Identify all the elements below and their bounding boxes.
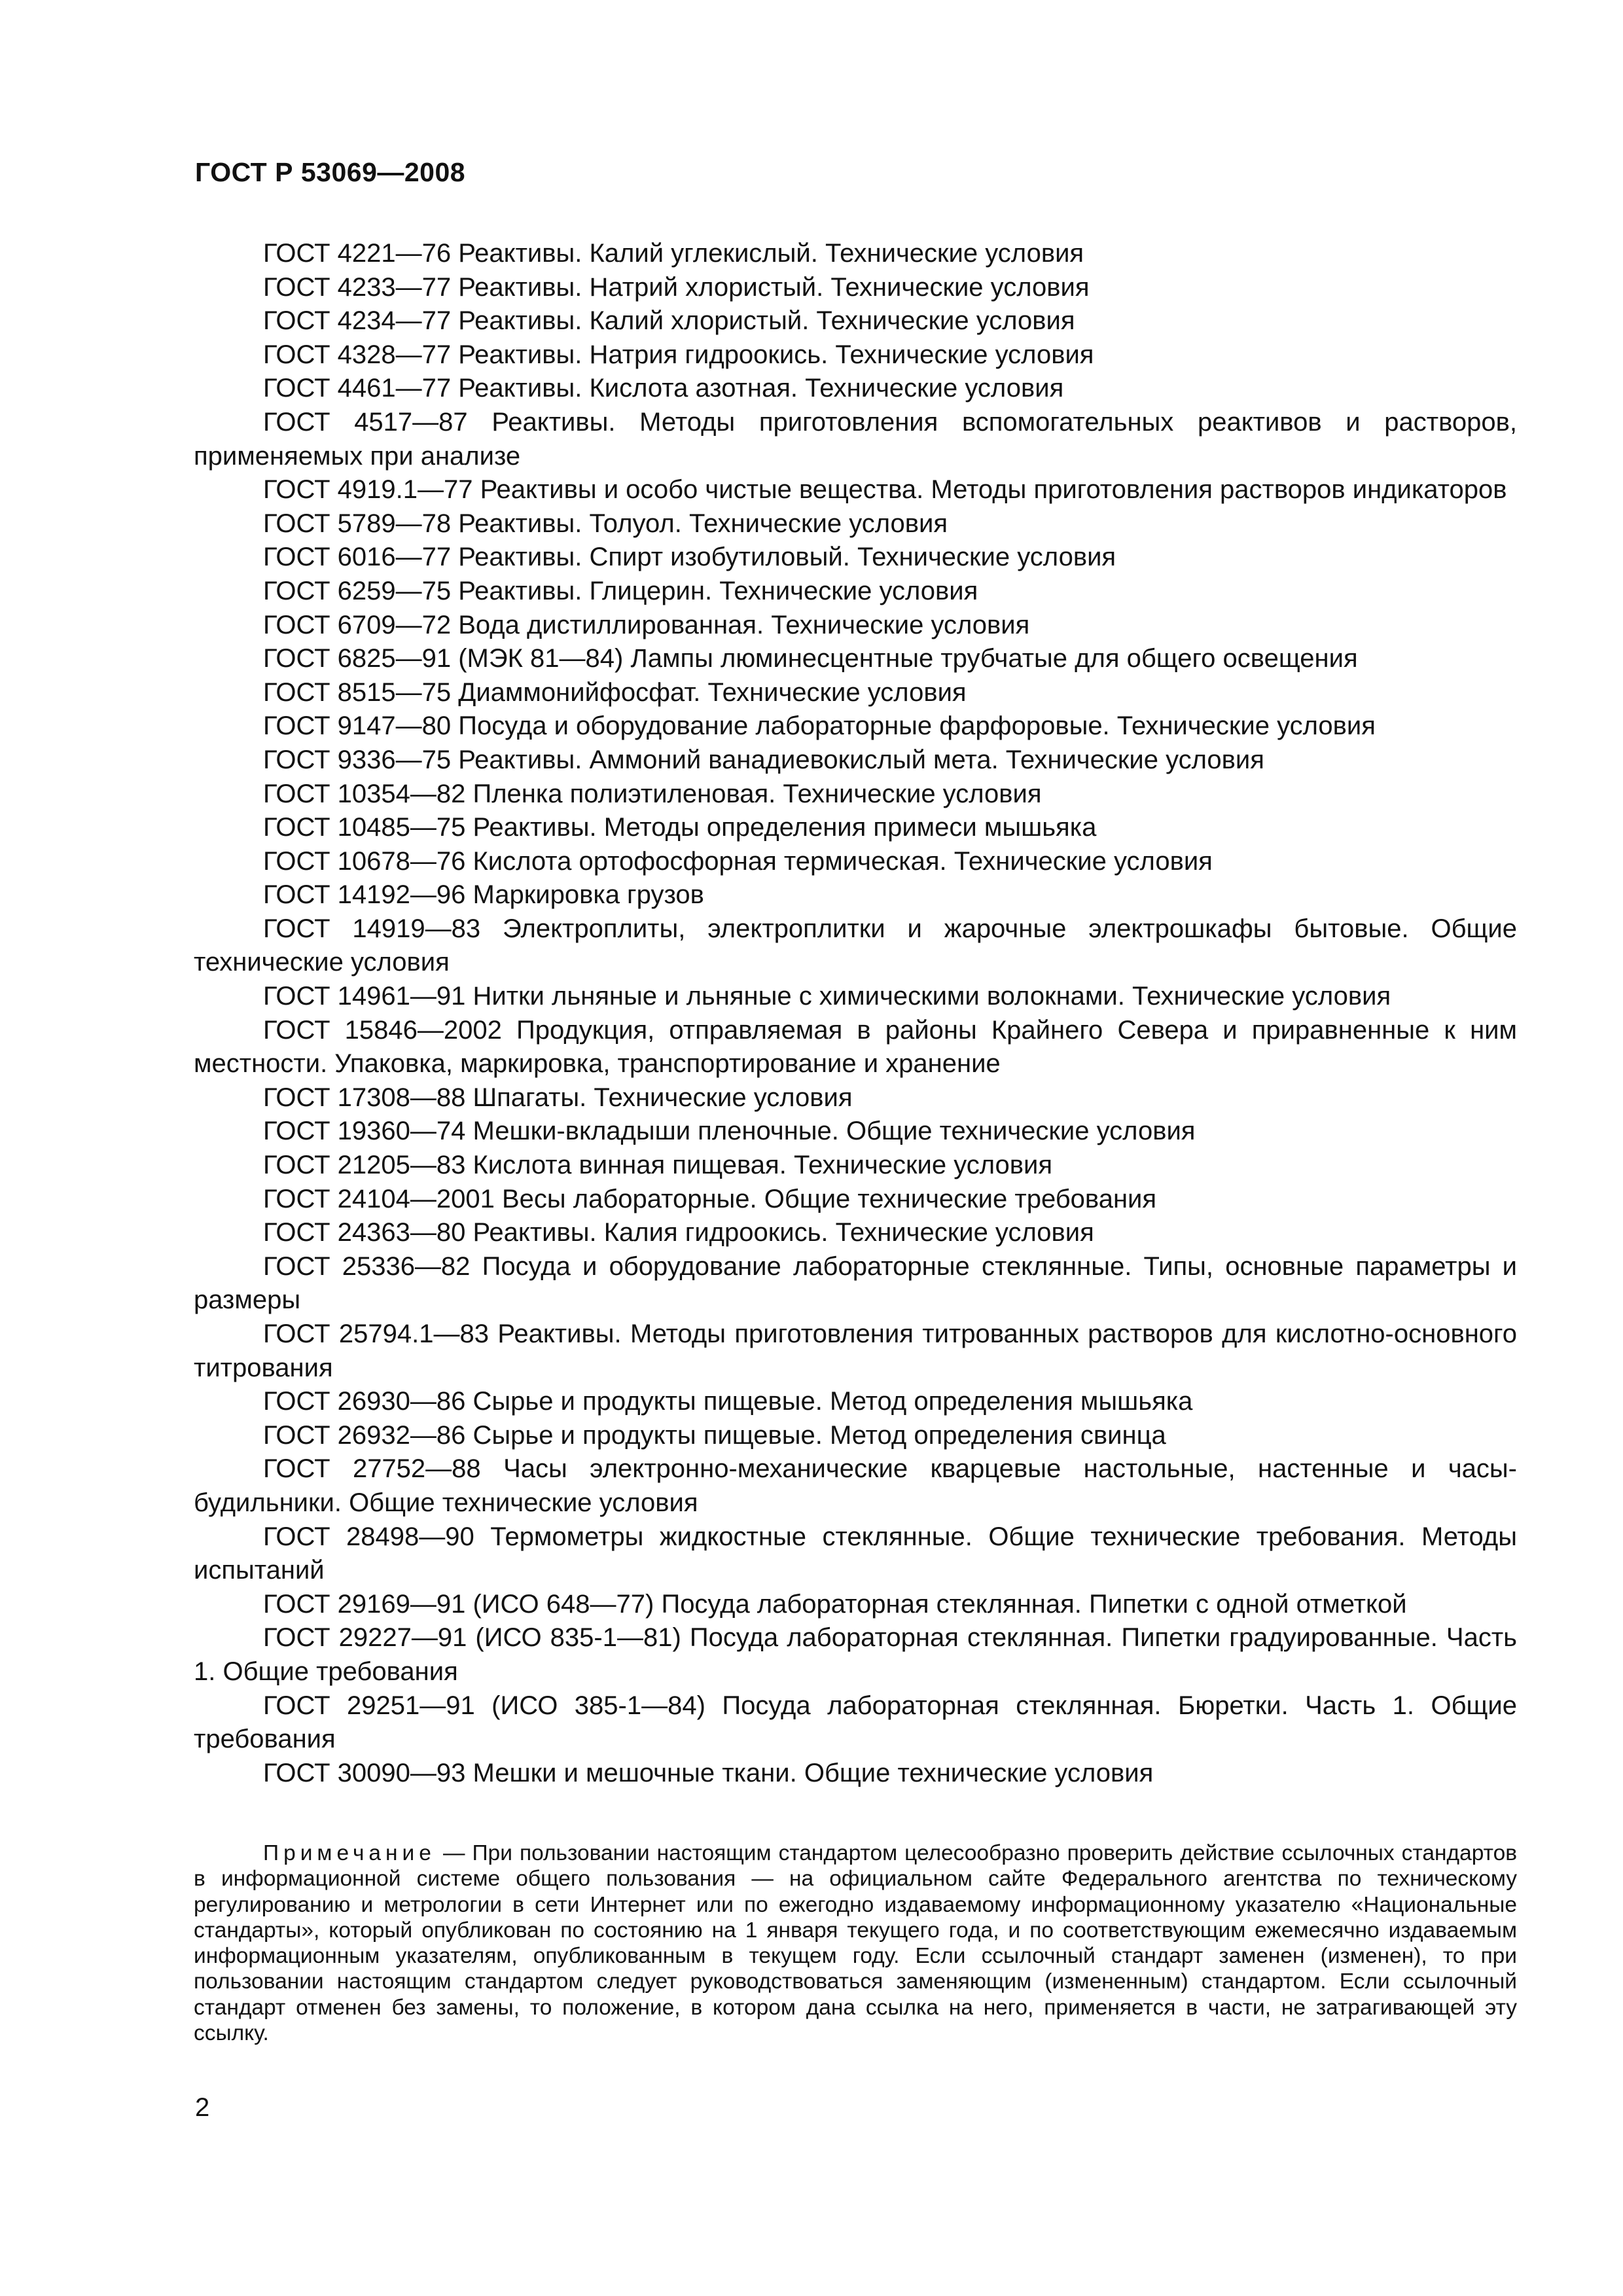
reference-item: ГОСТ 9147—80 Посуда и оборудование лабораторные фарфоровые. Технические условия — [263, 711, 1376, 741]
reference-item: ГОСТ 14961—91 Нитки льняные и льняные с химическими волокнами. Технические условия — [263, 982, 1391, 1011]
normative-references-list — [194, 237, 1517, 1790]
reference-item: ГОСТ 14192—96 Маркировка грузов — [263, 880, 704, 910]
reference-item: ГОСТ 4234—77 Реактивы. Калий хлористый. Технические условия — [263, 306, 1075, 336]
reference-item: ГОСТ 28498—90 Термометры жидкостные стеклянные. Общие технические требования. Методы испытаний — [194, 1522, 1517, 1585]
reference-item: ГОСТ 4328—77 Реактивы. Натрия гидроокись. Технические условия — [263, 340, 1094, 369]
page-number: 2 — [195, 2093, 210, 2122]
reference-item: ГОСТ 25794.1—83 Реактивы. Методы приготовления титрованных растворов для кислотно-основного титрования — [194, 1319, 1517, 1382]
reference-item: ГОСТ 9336—75 Реактивы. Аммоний ванадиевокислый мета. Технические условия — [263, 745, 1264, 774]
reference-item: ГОСТ 24363—80 Реактивы. Калия гидроокись. Технические условия — [263, 1218, 1094, 1247]
reference-item: ГОСТ 25336—82 Посуда и оборудование лабораторные стеклянные. Типы, основные параметры и размеры — [194, 1251, 1517, 1315]
reference-item: ГОСТ 17308—88 Шпагаты. Технические условия — [263, 1083, 853, 1112]
reference-item: ГОСТ 6825—91 (МЭК 81—84) Лампы люминесцентные трубчатые для общего освещения — [263, 644, 1358, 673]
reference-item: ГОСТ 4461—77 Реактивы. Кислота азотная. Технические условия — [263, 374, 1064, 403]
reference-item: ГОСТ 21205—83 Кислота винная пищевая. Технические условия — [263, 1151, 1053, 1180]
reference-item: ГОСТ 29251—91 (ИСО 385-1—84) Посуда лабораторная стеклянная. Бюретки. Часть 1. Общие требования — [194, 1691, 1517, 1754]
document-header: ГОСТ Р 53069—2008 — [195, 157, 466, 187]
reference-item: ГОСТ 10354—82 Пленка полиэтиленовая. Технические условия — [263, 779, 1042, 808]
reference-item: ГОСТ 6259—75 Реактивы. Глицерин. Технические условия — [263, 576, 978, 605]
reference-item: ГОСТ 10485—75 Реактивы. Методы определения примеси мышьяка — [263, 813, 1097, 842]
reference-item: ГОСТ 8515—75 Диаммонийфосфат. Технические условия — [263, 677, 967, 707]
reference-item: ГОСТ 10678—76 Кислота ортофосфорная термическая. Технические условия — [263, 846, 1213, 876]
reference-item: ГОСТ 4517—87 Реактивы. Методы приготовления вспомогательных реактивов и растворов, применяемых при анализе — [194, 407, 1517, 471]
reference-item: ГОСТ 4233—77 Реактивы. Натрий хлористый. Технические условия — [263, 272, 1090, 302]
reference-item: ГОСТ 4221—76 Реактивы. Калий углекислый. Технические условия — [263, 239, 1084, 268]
note-text: — При пользовании настоящим стандартом целесообразно проверить действие ссылочных стандартов в информационной системе общего пользования — на официальном сайте Федерального агентства по техническому регулированию и метрологии в сети Интернет или по ежегодно издаваемому информационному указателю «Национальные стандарты», который опубликован по состоянию на 1 января текущего года, и по соответствующим ежемесячно издаваемым информационным указателям, опубликованным в текущем году. Если ссылочный стандарт заменен (изменен), то при пользовании настоящим стандартом следует руководствоваться заменяющим (измененным) стандартом. Если ссылочный стандарт отменен без замены, то положение, в котором дана ссылка на него, применяется в части, не затрагивающей эту ссылку. — [194, 1841, 1517, 2046]
reference-item: ГОСТ 4919.1—77 Реактивы и особо чистые вещества. Методы приготовления растворов индикаторов — [263, 475, 1507, 505]
reference-item: ГОСТ 6016—77 Реактивы. Спирт изобутиловый. Технические условия — [263, 543, 1116, 572]
reference-item: ГОСТ 6709—72 Вода дистиллированная. Технические условия — [263, 610, 1030, 639]
reference-item: ГОСТ 19360—74 Мешки-вкладыши пленочные. Общие технические условия — [263, 1117, 1196, 1146]
reference-item: ГОСТ 14919—83 Электроплиты, электроплитки и жарочные электрошкафы бытовые. Общие технические условия — [194, 914, 1517, 977]
reference-item: ГОСТ 5789—78 Реактивы. Толуол. Технические условия — [263, 509, 948, 538]
reference-item: ГОСТ 29227—91 (ИСО 835-1—81) Посуда лабораторная стеклянная. Пипетки градуированные. Часть 1. Общие требования — [194, 1623, 1517, 1686]
reference-item: ГОСТ 26932—86 Сырье и продукты пищевые. Метод определения свинца — [263, 1420, 1166, 1450]
note-paragraph — [194, 1840, 1517, 2046]
reference-item: ГОСТ 27752—88 Часы электронно-механические кварцевые настольные, настенные и часы-будильники. Общие технические условия — [194, 1454, 1517, 1517]
reference-item: ГОСТ 29169—91 (ИСО 648—77) Посуда лабораторная стеклянная. Пипетки с одной отметкой — [263, 1589, 1407, 1619]
reference-item: ГОСТ 30090—93 Мешки и мешочные ткани. Общие технические условия — [263, 1758, 1154, 1787]
note-label: Примечание — [263, 1841, 436, 1865]
reference-item: ГОСТ 26930—86 Сырье и продукты пищевые. Метод определения мышьяка — [263, 1387, 1193, 1416]
reference-item: ГОСТ 15846—2002 Продукция, отправляемая в районы Крайнего Севера и приравненные к ним местности. Упаковка, маркировка, транспортирование и хранение — [194, 1015, 1517, 1079]
reference-item: ГОСТ 24104—2001 Весы лабораторные. Общие технические требования — [263, 1184, 1157, 1213]
